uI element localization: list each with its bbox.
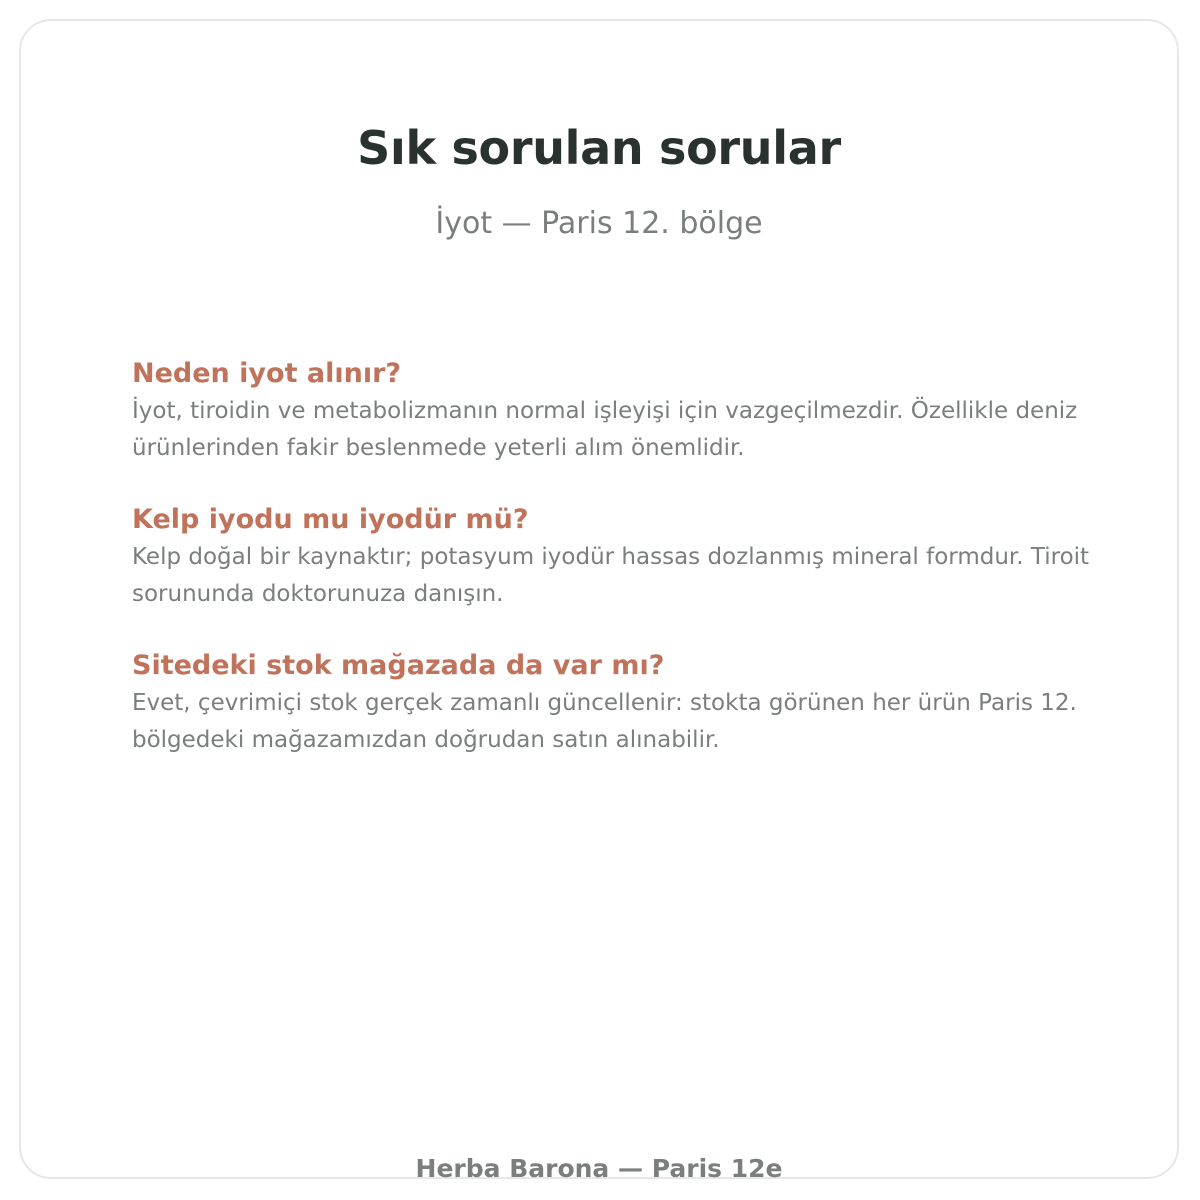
faq-answer: Kelp doğal bir kaynaktır; potasyum iyodür hassas dozlanmış mineral formdur. Tiroit sorununda doktorunuza danışın. [132, 544, 1090, 607]
faq-item-2 [132, 502, 1092, 613]
faq-item-1 [132, 356, 1092, 467]
faq-question: Kelp iyodu mu iyodür mü? [132, 504, 529, 535]
footer-brand: Herba Barona — Paris 12e [415, 1154, 783, 1183]
faq-question: Neden iyot alınır? [132, 358, 402, 389]
faq-item-3 [132, 648, 1092, 759]
page-title: Sık sorulan sorular [357, 121, 841, 175]
page-subtitle: İyot — Paris 12. bölge [435, 206, 763, 241]
faq-answer: İyot, tiroidin ve metabolizmanın normal işleyişi için vazgeçilmezdir. Özellikle deniz ürünlerinden fakir beslenmede yeterli alım önemlidir. [132, 398, 1078, 461]
faq-card [19, 19, 1179, 1183]
faq-list [132, 356, 1092, 794]
faq-question: Sitedeki stok mağazada da var mı? [132, 650, 665, 681]
faq-answer: Evet, çevrimiçi stok gerçek zamanlı güncellenir: stokta görünen her ürün Paris 12. bölgedeki mağazamızdan doğrudan satın alınabilir. [132, 690, 1077, 753]
